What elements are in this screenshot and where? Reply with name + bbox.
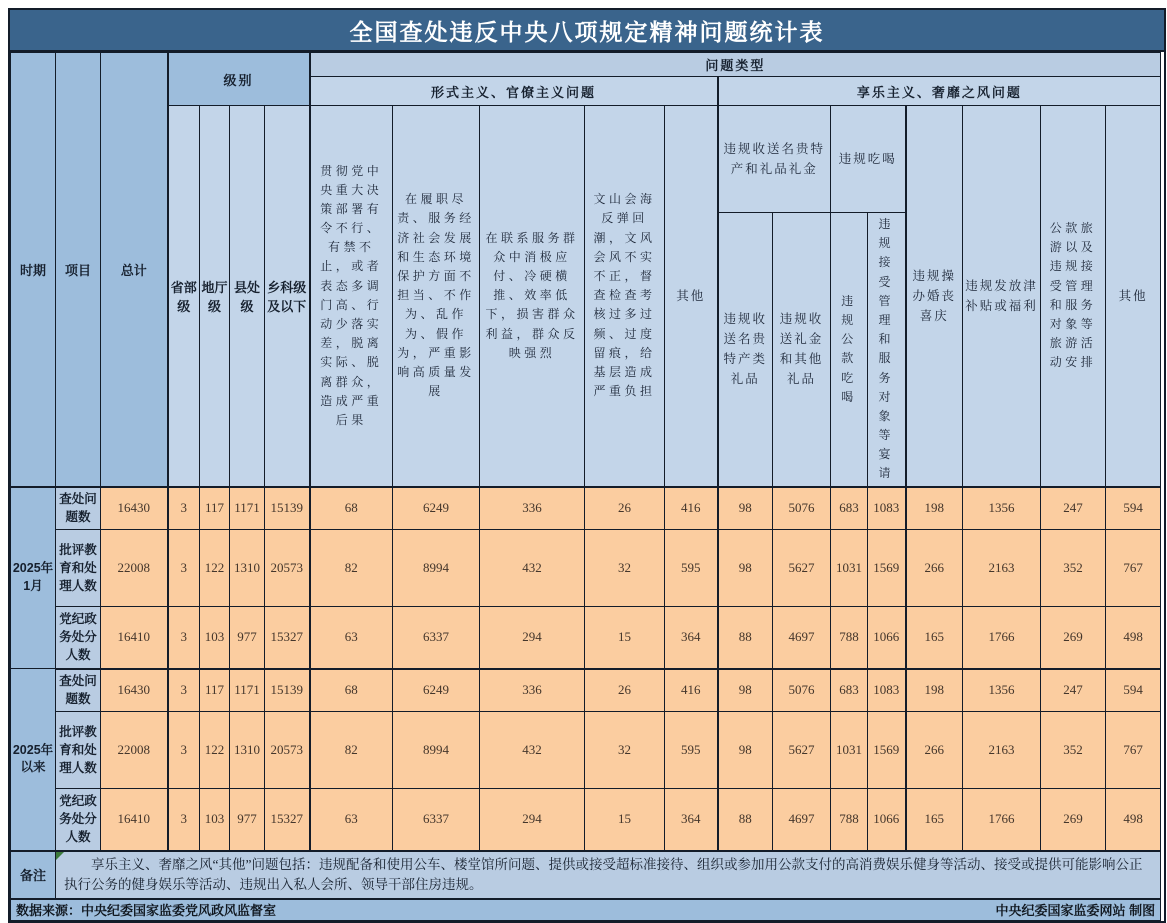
table-row	[11, 607, 1161, 669]
data-cell: 98	[718, 530, 773, 607]
table-row	[11, 530, 1161, 607]
header-formalism-other: 其他	[665, 106, 718, 487]
data-cell: 98	[718, 487, 773, 530]
header-dining-sub-2: 违规接受管理和服务对象等宴请	[868, 213, 906, 487]
data-cell: 68	[310, 669, 393, 712]
data-cell: 594	[1106, 669, 1161, 712]
data-cell: 6249	[393, 669, 480, 712]
header-hedonism-group: 享乐主义、奢靡之风问题	[718, 77, 1161, 106]
header-formalism-col-4: 文山会海反弹回潮，文风会风不实不正，督查检查考核过多过频、过度留痕，给基层造成严重负担	[585, 106, 665, 487]
data-cell: 68	[310, 487, 393, 530]
data-cell: 416	[665, 487, 718, 530]
table-row	[11, 487, 1161, 530]
data-cell: 432	[480, 530, 585, 607]
data-cell: 294	[480, 789, 585, 851]
data-cell: 595	[665, 712, 718, 789]
data-cell: 16430	[101, 487, 168, 530]
data-cell: 16430	[101, 669, 168, 712]
data-cell: 2163	[963, 712, 1041, 789]
data-cell: 594	[1106, 487, 1161, 530]
header-level-township: 乡科级及以下	[265, 106, 310, 487]
data-cell: 1310	[230, 530, 265, 607]
statistics-sheet	[8, 8, 1166, 923]
data-cell: 1083	[868, 669, 906, 712]
data-cell: 32	[585, 712, 665, 789]
data-cell: 5627	[773, 712, 831, 789]
data-cell: 1031	[831, 712, 868, 789]
data-cell: 103	[200, 607, 230, 669]
header-formalism-group: 形式主义、官僚主义问题	[310, 77, 718, 106]
data-cell: 6337	[393, 789, 480, 851]
data-cell: 3	[168, 712, 200, 789]
page-title: 全国查处违反中央八项规定精神问题统计表	[10, 10, 1164, 52]
header-travel: 公款旅游以及违规接受管理和服务对象等旅游活动安排	[1041, 106, 1106, 487]
data-cell: 336	[480, 487, 585, 530]
data-cell: 22008	[101, 530, 168, 607]
data-cell: 4697	[773, 607, 831, 669]
data-cell: 1569	[868, 530, 906, 607]
header-item: 项目	[56, 53, 101, 487]
data-cell: 364	[665, 607, 718, 669]
data-cell: 977	[230, 607, 265, 669]
header-level-group: 级别	[168, 53, 310, 106]
data-cell: 1356	[963, 487, 1041, 530]
data-cell: 1066	[868, 607, 906, 669]
data-cell: 165	[906, 607, 963, 669]
data-cell: 416	[665, 669, 718, 712]
data-cell: 8994	[393, 712, 480, 789]
data-cell: 15139	[265, 669, 310, 712]
row-label: 党纪政务处分人数	[56, 607, 101, 669]
header-gift-sub-2: 违规收送礼金和其他礼品	[773, 213, 831, 487]
data-cell: 63	[310, 607, 393, 669]
header-gift-sub-1: 违规收送名贵特产类礼品	[718, 213, 773, 487]
data-cell: 15	[585, 607, 665, 669]
table-row	[11, 712, 1161, 789]
data-cell: 103	[200, 789, 230, 851]
data-cell: 336	[480, 669, 585, 712]
data-cell: 1066	[868, 789, 906, 851]
data-cell: 198	[906, 487, 963, 530]
data-cell: 364	[665, 789, 718, 851]
data-cell: 788	[831, 789, 868, 851]
data-cell: 4697	[773, 789, 831, 851]
data-cell: 198	[906, 669, 963, 712]
data-source-text: 数据来源：中央纪委国家监委党风政风监督室	[16, 903, 277, 919]
header-period: 时期	[11, 53, 56, 487]
data-cell: 683	[831, 669, 868, 712]
data-cell: 1083	[868, 487, 906, 530]
data-cell: 117	[200, 487, 230, 530]
data-cell: 247	[1041, 487, 1106, 530]
data-cell: 88	[718, 789, 773, 851]
header-dining-sub-1: 违规公款吃喝	[831, 213, 868, 487]
data-cell: 26	[585, 669, 665, 712]
data-cell: 767	[1106, 712, 1161, 789]
header-wedding: 违规操办婚丧喜庆	[906, 106, 963, 487]
data-cell: 3	[168, 789, 200, 851]
data-cell: 165	[906, 789, 963, 851]
table-row	[11, 669, 1161, 712]
data-cell: 1766	[963, 607, 1041, 669]
period-cell: 2025年1月	[11, 487, 56, 669]
excel-comment-triangle-icon	[56, 852, 64, 860]
data-cell: 20573	[265, 530, 310, 607]
data-cell: 117	[200, 669, 230, 712]
data-cell: 122	[200, 530, 230, 607]
data-cell: 3	[168, 669, 200, 712]
header-level-prefecture: 地厅级	[200, 106, 230, 487]
data-cell: 88	[718, 607, 773, 669]
data-cell: 266	[906, 712, 963, 789]
period-cell: 2025年以来	[11, 669, 56, 851]
data-cell: 1031	[831, 530, 868, 607]
data-cell: 6249	[393, 487, 480, 530]
header-allowance: 违规发放津补贴或福利	[963, 106, 1041, 487]
data-cell: 294	[480, 607, 585, 669]
remark-text-cell	[56, 851, 1161, 900]
header-dining-group: 违规吃喝	[831, 106, 906, 213]
header-level-county: 县处级	[230, 106, 265, 487]
data-cell: 498	[1106, 607, 1161, 669]
footer-row	[11, 899, 1161, 920]
data-cell: 15	[585, 789, 665, 851]
data-cell: 6337	[393, 607, 480, 669]
row-label: 批评教育和处理人数	[56, 530, 101, 607]
data-cell: 1569	[868, 712, 906, 789]
header-gift-group: 违规收送名贵特产和礼品礼金	[718, 106, 831, 213]
header-problem-type: 问题类型	[310, 53, 1161, 77]
data-cell: 98	[718, 712, 773, 789]
header-formalism-col-3: 在联系服务群众中消极应付、冷硬横推、效率低下，损害群众利益，群众反映强烈	[480, 106, 585, 487]
data-cell: 20573	[265, 712, 310, 789]
remark-text: 享乐主义、奢靡之风“其他”问题包括：违规配备和使用公车、楼堂馆所问题、提供或接受超标准接待、组织或参加用公款支付的高消费娱乐健身等活动、接受或提供可能影响公正执行公务的健身娱乐等活动、违规出入私人会所、领导干部住房违规。	[64, 856, 1143, 892]
data-cell: 3	[168, 607, 200, 669]
data-cell: 1310	[230, 712, 265, 789]
data-cell: 32	[585, 530, 665, 607]
data-cell: 5627	[773, 530, 831, 607]
data-cell: 15139	[265, 487, 310, 530]
data-cell: 2163	[963, 530, 1041, 607]
row-label: 批评教育和处理人数	[56, 712, 101, 789]
data-cell: 498	[1106, 789, 1161, 851]
credit-text: 中央纪委国家监委网站 制图	[995, 903, 1156, 919]
data-cell: 16410	[101, 789, 168, 851]
data-cell: 788	[831, 607, 868, 669]
data-cell: 266	[906, 530, 963, 607]
data-cell: 82	[310, 530, 393, 607]
data-cell: 82	[310, 712, 393, 789]
data-cell: 15327	[265, 789, 310, 851]
data-cell: 767	[1106, 530, 1161, 607]
data-cell: 16410	[101, 607, 168, 669]
data-cell: 683	[831, 487, 868, 530]
data-cell: 1171	[230, 487, 265, 530]
data-cell: 352	[1041, 530, 1106, 607]
header-formalism-col-1: 贯彻党中央重大决策部署有令不行、有禁不止，或者表态多调门高、行动少落实差，脱离实际、脱离群众，造成严重后果	[310, 106, 393, 487]
row-label: 党纪政务处分人数	[56, 789, 101, 851]
header-level-province: 省部级	[168, 106, 200, 487]
data-cell: 98	[718, 669, 773, 712]
row-label: 查处问题数	[56, 487, 101, 530]
data-cell: 1766	[963, 789, 1041, 851]
data-cell: 1171	[230, 669, 265, 712]
remark-label: 备注	[11, 851, 56, 900]
data-cell: 15327	[265, 607, 310, 669]
data-cell: 5076	[773, 669, 831, 712]
data-cell: 3	[168, 487, 200, 530]
data-cell: 247	[1041, 669, 1106, 712]
data-cell: 269	[1041, 607, 1106, 669]
table-row	[11, 789, 1161, 851]
statistics-table	[10, 52, 1161, 921]
data-cell: 352	[1041, 712, 1106, 789]
data-cell: 63	[310, 789, 393, 851]
header-row-1	[11, 53, 1161, 77]
data-cell: 22008	[101, 712, 168, 789]
header-total: 总计	[101, 53, 168, 487]
data-cell: 269	[1041, 789, 1106, 851]
row-label: 查处问题数	[56, 669, 101, 712]
data-cell: 432	[480, 712, 585, 789]
data-cell: 3	[168, 530, 200, 607]
data-cell: 8994	[393, 530, 480, 607]
data-cell: 595	[665, 530, 718, 607]
footer-cell	[11, 899, 1161, 920]
data-cell: 122	[200, 712, 230, 789]
header-row-3	[11, 106, 1161, 213]
header-formalism-col-2: 在履职尽责、服务经济社会发展和生态环境保护方面不担当、不作为、乱作为、假作为，严重影响高质量发展	[393, 106, 480, 487]
data-cell: 1356	[963, 669, 1041, 712]
data-cell: 5076	[773, 487, 831, 530]
remark-row	[11, 851, 1161, 900]
header-hedonism-other: 其他	[1106, 106, 1161, 487]
data-cell: 977	[230, 789, 265, 851]
data-cell: 26	[585, 487, 665, 530]
